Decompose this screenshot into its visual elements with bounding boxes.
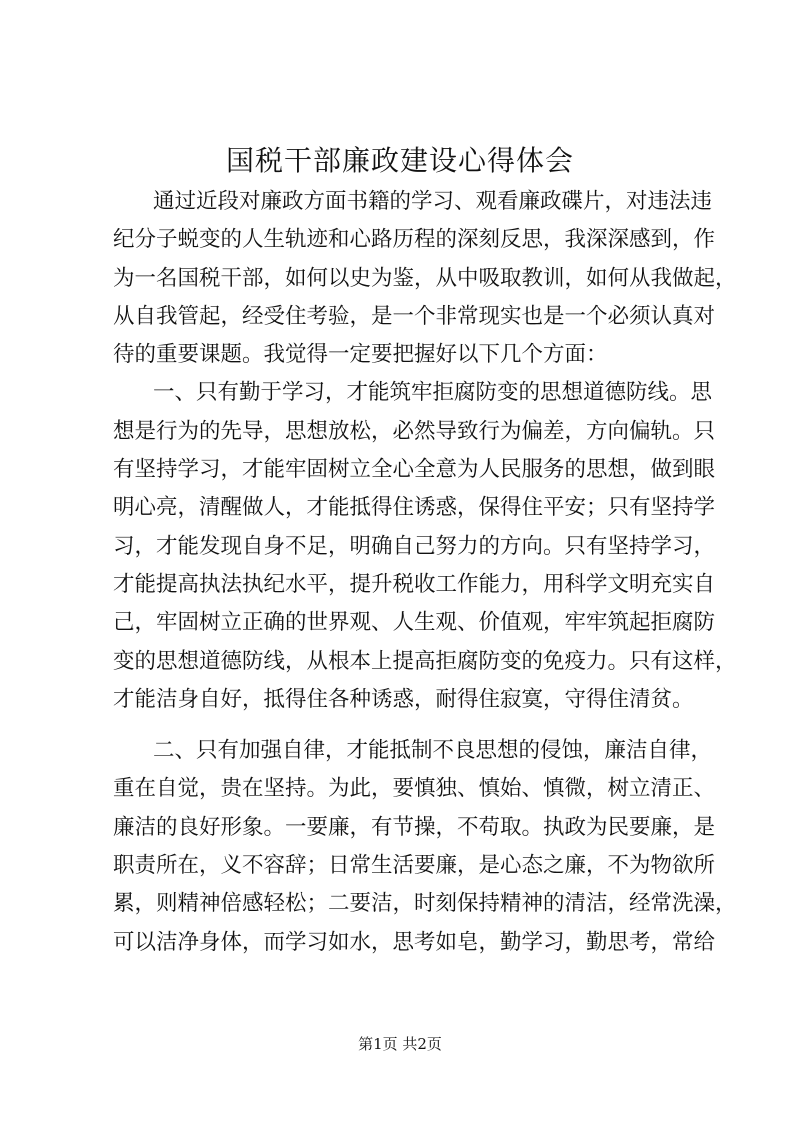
- paragraph-2-line: 明心亮，清醒做人，才能抵得住诱惑，保得住平安；只有坚持学: [113, 495, 716, 521]
- paragraph-1-line: 待的重要课题。我觉得一定要把握好以下几个方面：: [113, 342, 608, 368]
- paragraph-2-line: 变的思想道德防线，从根本上提高拒腐防变的免疫力。只有这样，: [113, 648, 737, 674]
- paragraph-2-line: 才能洁身自好，抵得住各种诱惑，耐得住寂寞，守得住清贫。: [113, 686, 694, 712]
- paragraph-2-line: 有坚持学习，才能牢固树立全心全意为人民服务的思想，做到眼: [113, 457, 716, 483]
- paragraph-1-line: 为一名国税干部，如何以史为鉴，从中吸取教训，如何从我做起，: [113, 265, 737, 291]
- paragraph-gap: [113, 719, 693, 732]
- paragraph-3-line: 二、只有加强自律，才能抵制不良思想的侵蚀，廉洁自律，: [153, 738, 713, 764]
- paragraph-3-line: 职责所在，义不容辞；日常生活要廉，是心态之廉，不为物欲所: [113, 853, 716, 879]
- paragraph-1-line: 通过近段对廉政方面书籍的学习、观看廉政碟片，对违法违: [153, 189, 713, 214]
- paragraph-2-line: 才能提高执法执纪水平，提升税收工作能力，用科学文明充实自: [113, 571, 716, 597]
- paragraph-3-line: 重在自觉，贵在坚持。为此，要慎独、慎始、慎微，树立清正、: [113, 776, 716, 802]
- paragraph-3-line: 廉洁的良好形象。一要廉，有节操，不苟取。执政为民要廉，是: [113, 814, 716, 840]
- paragraph-1-line: 纪分子蜕变的人生轨迹和心路历程的深刻反思，我深深感到，作: [113, 227, 716, 253]
- page-number-footer: 第1页 共2页: [358, 1035, 442, 1053]
- paragraph-3-line: 可以洁净身体，而学习如水，思考如皂，勤学习，勤思考，常给: [113, 929, 716, 955]
- paragraph-2-line: 习，才能发现自身不足，明确自己努力的方向。只有坚持学习，: [113, 533, 716, 559]
- paragraph-2-line: 己，牢固树立正确的世界观、人生观、价值观，牢牢筑起拒腐防: [113, 610, 716, 636]
- paragraph-2-line: 一、只有勤于学习，才能筑牢拒腐防变的思想道德防线。思: [153, 380, 713, 406]
- document-title: 国税干部廉政建设心得体会: [225, 144, 574, 177]
- paragraph-1-line: 从自我管起，经受住考验，是一个非常现实也是一个必须认真对: [113, 303, 716, 329]
- document-body: [113, 183, 737, 962]
- paragraph-3-line: 累，则精神倍感轻松；二要洁，时刻保持精神的清洁，经常洗澡，: [113, 891, 737, 917]
- paragraph-2-line: 想是行为的先导，思想放松，必然导致行为偏差，方向偏轨。只: [113, 418, 716, 444]
